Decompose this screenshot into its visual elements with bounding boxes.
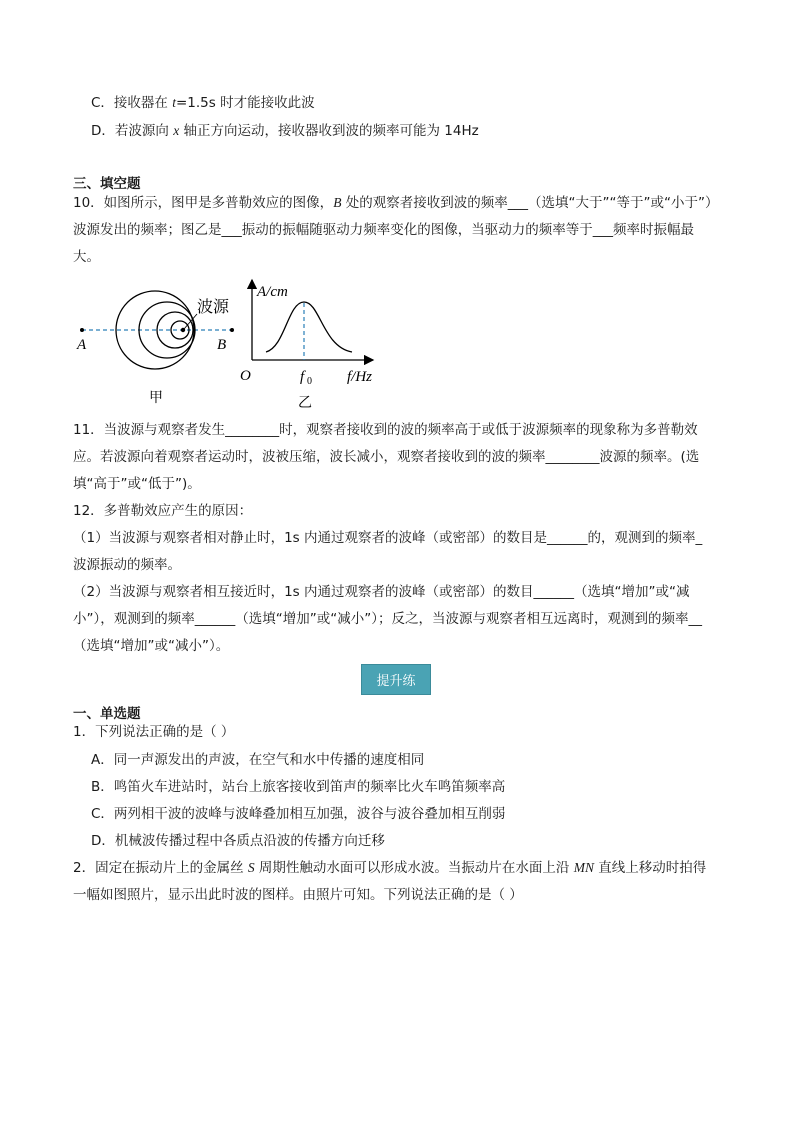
section-heading-fill: 三、填空题	[73, 176, 141, 192]
caption-yi: 乙	[298, 396, 312, 411]
point-b-dot	[230, 328, 234, 332]
q12-line2: （1）当波源与观察者相对静止时，1s 内通过观察者的波峰（或密部）的数目是______的，观测到的频率_	[73, 530, 703, 546]
q1-option-b: B．鸣笛火车进站时，站台上旅客接收到笛声的频率比火车鸣笛频率高	[91, 779, 506, 795]
q11-line1: 11．当波源与观察者发生________时，观察者接收到的波的频率高于或低于波源频率的现象称为多普勒效	[73, 422, 698, 438]
resonance-curve	[266, 302, 352, 352]
q2-text-b: 周期性触动水面可以形成水波。当振动片在水面上沿	[254, 860, 574, 876]
q12-line1: 12．多普勒效应产生的原因：	[73, 503, 253, 519]
q2-line2: 一幅如图照片，显示出此时波的图样。由照片可知。下列说法正确的是（ ）	[73, 887, 523, 903]
x-axis-label: f/Hz	[347, 369, 373, 385]
y-axis-label: A/cm	[257, 284, 288, 300]
option-d-var: x	[173, 123, 180, 138]
q1-option-c: C．两列相干波的波峰与波峰叠加相互加强，波谷与波谷叠加相互削弱	[91, 806, 506, 822]
q10-text-a: 10．如图所示，图甲是多普勒效应的图像，	[73, 195, 334, 211]
label-a: A	[77, 337, 87, 353]
option-c-var: t	[172, 95, 176, 110]
origin-label: O	[240, 368, 251, 384]
source-label: 波源	[197, 299, 230, 316]
resonance-graph	[240, 280, 373, 411]
q2-text-a: 2．固定在振动片上的金属丝	[73, 860, 248, 876]
option-c-prefix: C．接收器在	[91, 95, 173, 111]
q2-line1	[73, 858, 706, 878]
q12-line3: 波源振动的频率。	[73, 557, 181, 573]
q2-var-s: S	[247, 860, 255, 875]
q1-stem: 1．下列说法正确的是（ ）	[73, 724, 235, 740]
peak-label: f	[300, 369, 305, 385]
level-up-badge: 提升练	[361, 664, 431, 695]
option-c-rest: =1.5s 时才能接收此波	[175, 95, 315, 111]
point-a-dot	[80, 328, 84, 332]
q1-option-a: A．同一声源发出的声波，在空气和水中传播的速度相同	[91, 752, 425, 768]
q10-line2: 波源发出的频率；图乙是___振动的振幅随驱动力频率变化的图像，当驱动力的频率等于___频率时振幅最	[73, 222, 694, 238]
q11-line2: 应。若波源向着观察者运动时，波被压缩，波长减小，观察者接收到的波的频率________波源的频率。(选	[73, 449, 700, 465]
q11-line3: 填“高于”或“低于”)。	[73, 476, 201, 492]
option-d-rest: 轴正方向运动，接收器收到波的频率可能为 14Hz	[179, 123, 479, 139]
q10-var-b: B	[333, 195, 342, 210]
option-d-prefix: D．若波源向	[91, 123, 174, 139]
peak-label-sub: 0	[307, 376, 312, 387]
q12-line6: （选填“增加”或“减小”）。	[73, 638, 230, 654]
q2-var-mn: MN	[573, 860, 594, 875]
wave-circles-diagram	[76, 291, 234, 406]
section-heading-single-choice: 一、单选题	[73, 706, 141, 722]
q10-text-c: 处的观察者接收到波的频率___（选填“大于”“等于”或“小于”）	[341, 195, 719, 211]
q1-option-d: D．机械波传播过程中各质点沿波的传播方向迁移	[91, 833, 385, 849]
q2-text-c: 直线上移动时拍得	[593, 860, 707, 876]
q10-line3: 大。	[73, 249, 100, 265]
q12-line4: （2）当波源与观察者相互接近时，1s 内通过观察者的波峰（或密部）的数目______（选填“增加”或“减	[73, 584, 690, 600]
caption-jia: 甲	[149, 391, 163, 406]
q12-line5: 小”），观测到的频率______（选填“增加”或“减小”）；反之，当波源与观察者相互远离时，观测到的频率__	[73, 611, 702, 627]
label-b: B	[217, 337, 227, 353]
